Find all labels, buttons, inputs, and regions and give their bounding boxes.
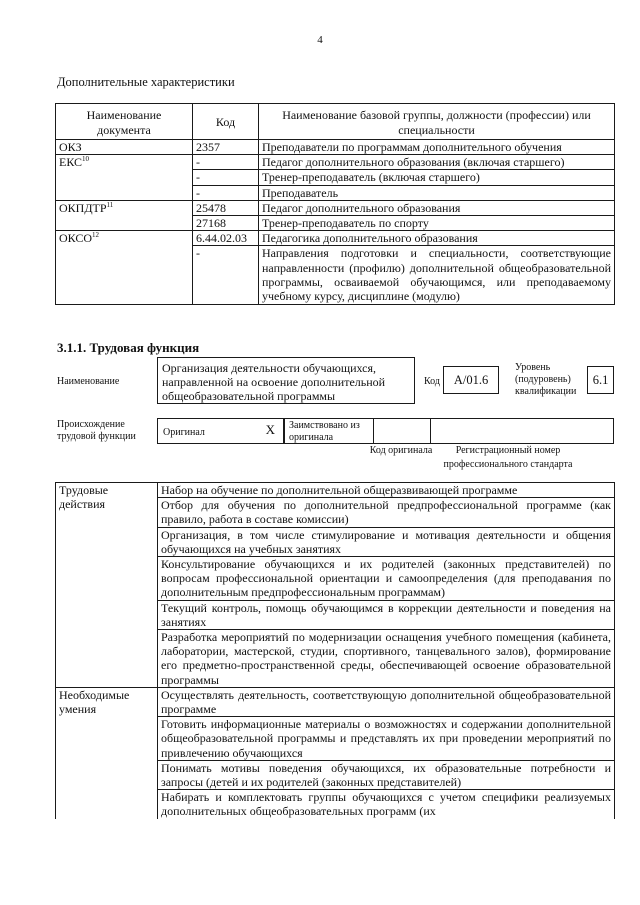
code-cell: 6.44.02.03 <box>193 231 259 246</box>
doc-cell <box>56 216 193 231</box>
name-cell: Тренер-преподаватель (включая старшего) <box>259 170 615 185</box>
name-cell: Направления подготовки и специальности, соответствующие направленности (профилю) дополнительной общеобразовательной программы, осваиваемой обучающимся, или преподаваемому учебному курсу, дисциплине (модулю) <box>259 246 615 305</box>
original-label: Оригинал <box>163 427 205 438</box>
function-name-box: Организация деятельности обучающихся, направленной на освоение дополнительной общеобразовательной программы <box>157 357 415 404</box>
page-number: 4 <box>317 34 323 46</box>
name-cell: Педагог дополнительного образования <box>259 200 615 215</box>
name-label: Наименование <box>57 376 120 387</box>
doc-cell <box>56 246 193 305</box>
reg-number-box <box>431 418 614 444</box>
labor-function-table <box>55 482 615 819</box>
action-item: Набор на обучение по дополнительной общеразвивающей программе <box>158 483 615 498</box>
code-label: Код <box>424 376 440 387</box>
skill-item: Набирать и комплектовать группы обучающихся с учетом специфики реализуемых дополнительных общеобразовательных программ (их <box>158 790 615 819</box>
action-item: Разработка мероприятий по модернизации оснащения учебного помещения (кабинета, лаборатории, мастерской, студии, спортивного, танцевального залов), формирование его предметно-пространственной среды, обеспечивающей освоение образовательной программы <box>158 630 615 688</box>
skill-item: Готовить информационные материалы о возможностях и содержании дополнительной общеобразовательной программы и представлять их при проведении мероприятий по привлечению обучающихся <box>158 717 615 761</box>
code-cell: - <box>193 155 259 170</box>
doc-cell <box>56 185 193 200</box>
code-original-box <box>374 418 431 444</box>
skill-item: Понимать мотивы поведения обучающихся, их образовательные потребности и запросы (детей и их родителей (законных представителей) <box>158 760 615 789</box>
code-cell: 25478 <box>193 200 259 215</box>
borrowed-box: Заимствовано из оригинала <box>284 418 374 444</box>
header-document: Наименование документа <box>56 104 193 140</box>
original-mark: X <box>265 422 275 437</box>
original-box <box>157 418 284 444</box>
origin-label: Происхождение трудовой функции <box>57 419 136 442</box>
code-cell: 2357 <box>193 140 259 155</box>
code-cell: - <box>193 246 259 305</box>
additional-characteristics-table <box>55 103 615 305</box>
header-name: Наименование базовой группы, должности (профессии) или специальности <box>259 104 615 140</box>
name-cell: Преподаватель <box>259 185 615 200</box>
additional-characteristics-title: Дополнительные характеристики <box>57 75 235 89</box>
skill-item: Осуществлять деятельность, соответствующую дополнительной общеобразовательной программе <box>158 687 615 716</box>
qualification-level-box: 6.1 <box>587 366 614 394</box>
doc-cell <box>56 170 193 185</box>
name-cell: Тренер-преподаватель по спорту <box>259 216 615 231</box>
reg-number-label: Регистрационный номер профессионального стандарта <box>443 445 573 470</box>
actions-category: Трудовые действия <box>56 483 158 688</box>
name-cell: Преподаватели по программам дополнительного обучения <box>259 140 615 155</box>
action-item: Организация, в том числе стимулирование и мотивация деятельности и общения обучающихся на учебных занятиях <box>158 527 615 556</box>
doc-cell: ОКПДТР$^{11}$ <box>56 200 193 215</box>
skills-category: Необходимые умения <box>56 687 158 818</box>
code-original-label: Код оригинала <box>369 445 433 456</box>
doc-cell: ЕКС$^{10}$ <box>56 155 193 170</box>
header-code: Код <box>193 104 259 140</box>
doc-cell: ОКЗ <box>56 140 193 155</box>
code-cell: - <box>193 185 259 200</box>
function-code-box: A/01.6 <box>443 366 499 394</box>
name-cell: Педагог дополнительного образования (включая старшего) <box>259 155 615 170</box>
action-item: Консультирование обучающихся и их родителей (законных представителей) по вопросам профессиональной ориентации и самоопределения (для преподавания по дополнительным предпрофессиональным программам) <box>158 557 615 601</box>
labor-function-title: 3.1.1. Трудовая функция <box>57 340 200 355</box>
code-cell: 27168 <box>193 216 259 231</box>
action-item: Отбор для обучения по дополнительной предпрофессиональной программе (как правило, работа в составе комиссии) <box>158 498 615 527</box>
doc-cell: ОКСО$^{12}$ <box>56 231 193 246</box>
name-cell: Педагогика дополнительного образования <box>259 231 615 246</box>
qualification-level-label: Уровень (подуровень) квалификации <box>515 362 577 397</box>
code-cell: - <box>193 170 259 185</box>
action-item: Текущий контроль, помощь обучающимся в коррекции деятельности и поведения на занятиях <box>158 600 615 629</box>
